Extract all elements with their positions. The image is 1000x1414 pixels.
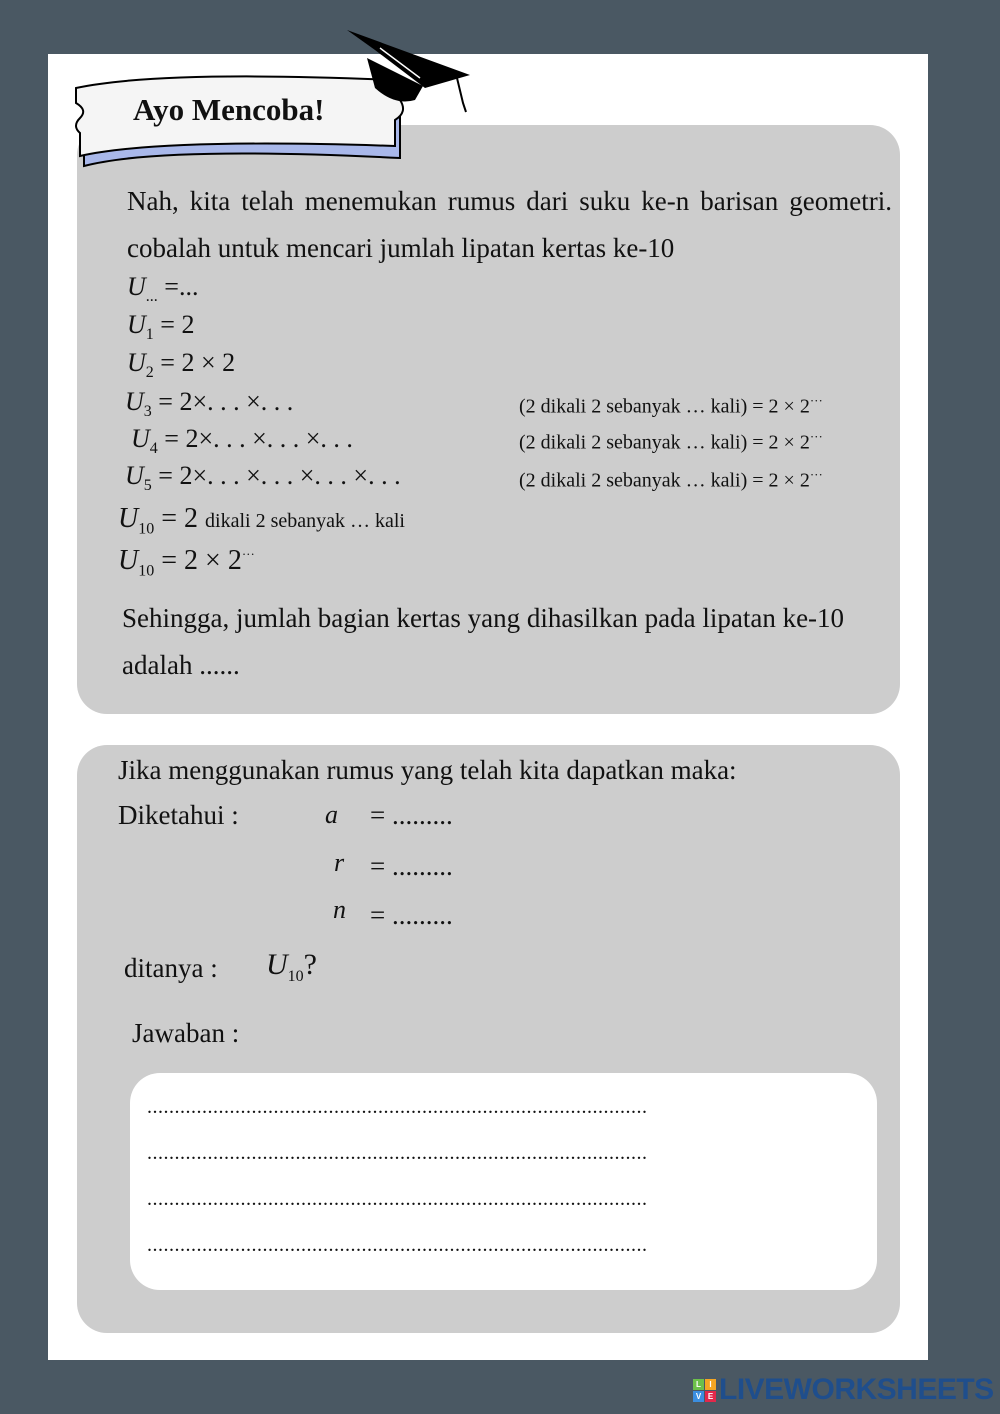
eq-u10-text: $U_{10} = 2$ dikali 2 sebanyak … kali	[118, 503, 405, 538]
var-a-value[interactable]: = .........	[370, 800, 453, 830]
title: Ayo Mencoba!	[133, 92, 325, 127]
eq-u5: $U_5 = 2\times$. . . ×. . . ×. . . ×. . .	[125, 461, 401, 495]
logo-tiles-icon: L I V E	[693, 1379, 716, 1402]
eq-u10-power: $U_{10} = 2 \times 2^{\cdot\cdot\cdot}$	[118, 545, 255, 580]
var-a: a	[325, 800, 338, 829]
note-u4: (2 dikali 2 sebanyak … kali) = 2 × 2···	[519, 429, 823, 454]
answer-line[interactable]: ...........................................................................................	[147, 1142, 648, 1164]
eq-u1: $U_1 = 2$	[127, 310, 195, 344]
eq-u4: $U_4 = 2\times$. . . ×. . . ×. . .	[131, 424, 353, 458]
answer-label: Jawaban :	[132, 1018, 240, 1048]
answer-line[interactable]: ...........................................................................................	[147, 1096, 648, 1118]
graduation-cap-icon	[345, 28, 475, 118]
eq-general: $U_{...}$ =...	[127, 272, 199, 306]
conclusion-text: Sehingga, jumlah bagian kertas yang dihasilkan pada lipatan ke-10 adalah ......	[122, 603, 845, 680]
intro-text: Nah, kita telah menemukan rumus dari suku ke-n barisan geometri. cobalah untuk mencari jumlah lipatan kertas ke-10	[127, 186, 892, 263]
section-lead: Jika menggunakan rumus yang telah kita dapatkan maka:	[118, 755, 737, 785]
asked-value: $U_{10}$?	[266, 948, 317, 985]
brand-name: LIVEWORKSHEETS	[719, 1373, 994, 1406]
known-label: Diketahui :	[118, 800, 239, 830]
var-n-value[interactable]: = .........	[370, 900, 453, 930]
answer-line[interactable]: ...........................................................................................	[147, 1188, 648, 1210]
eq-u2: $U_2 = 2 \times 2$	[127, 348, 236, 382]
note-u5: (2 dikali 2 sebanyak … kali) = 2 × 2···	[519, 467, 823, 492]
var-r: r	[334, 848, 345, 877]
asked-label: ditanya :	[124, 953, 218, 983]
answer-line[interactable]: ...........................................................................................	[147, 1234, 648, 1256]
note-u3: (2 dikali 2 sebanyak … kali) = 2 × 2···	[519, 393, 823, 418]
eq-u3: $U_3 = 2\times$. . . ×. . .	[125, 387, 294, 421]
var-n: n	[333, 895, 346, 924]
liveworksheets-logo	[693, 1373, 994, 1407]
var-r-value[interactable]: = .........	[370, 851, 453, 881]
